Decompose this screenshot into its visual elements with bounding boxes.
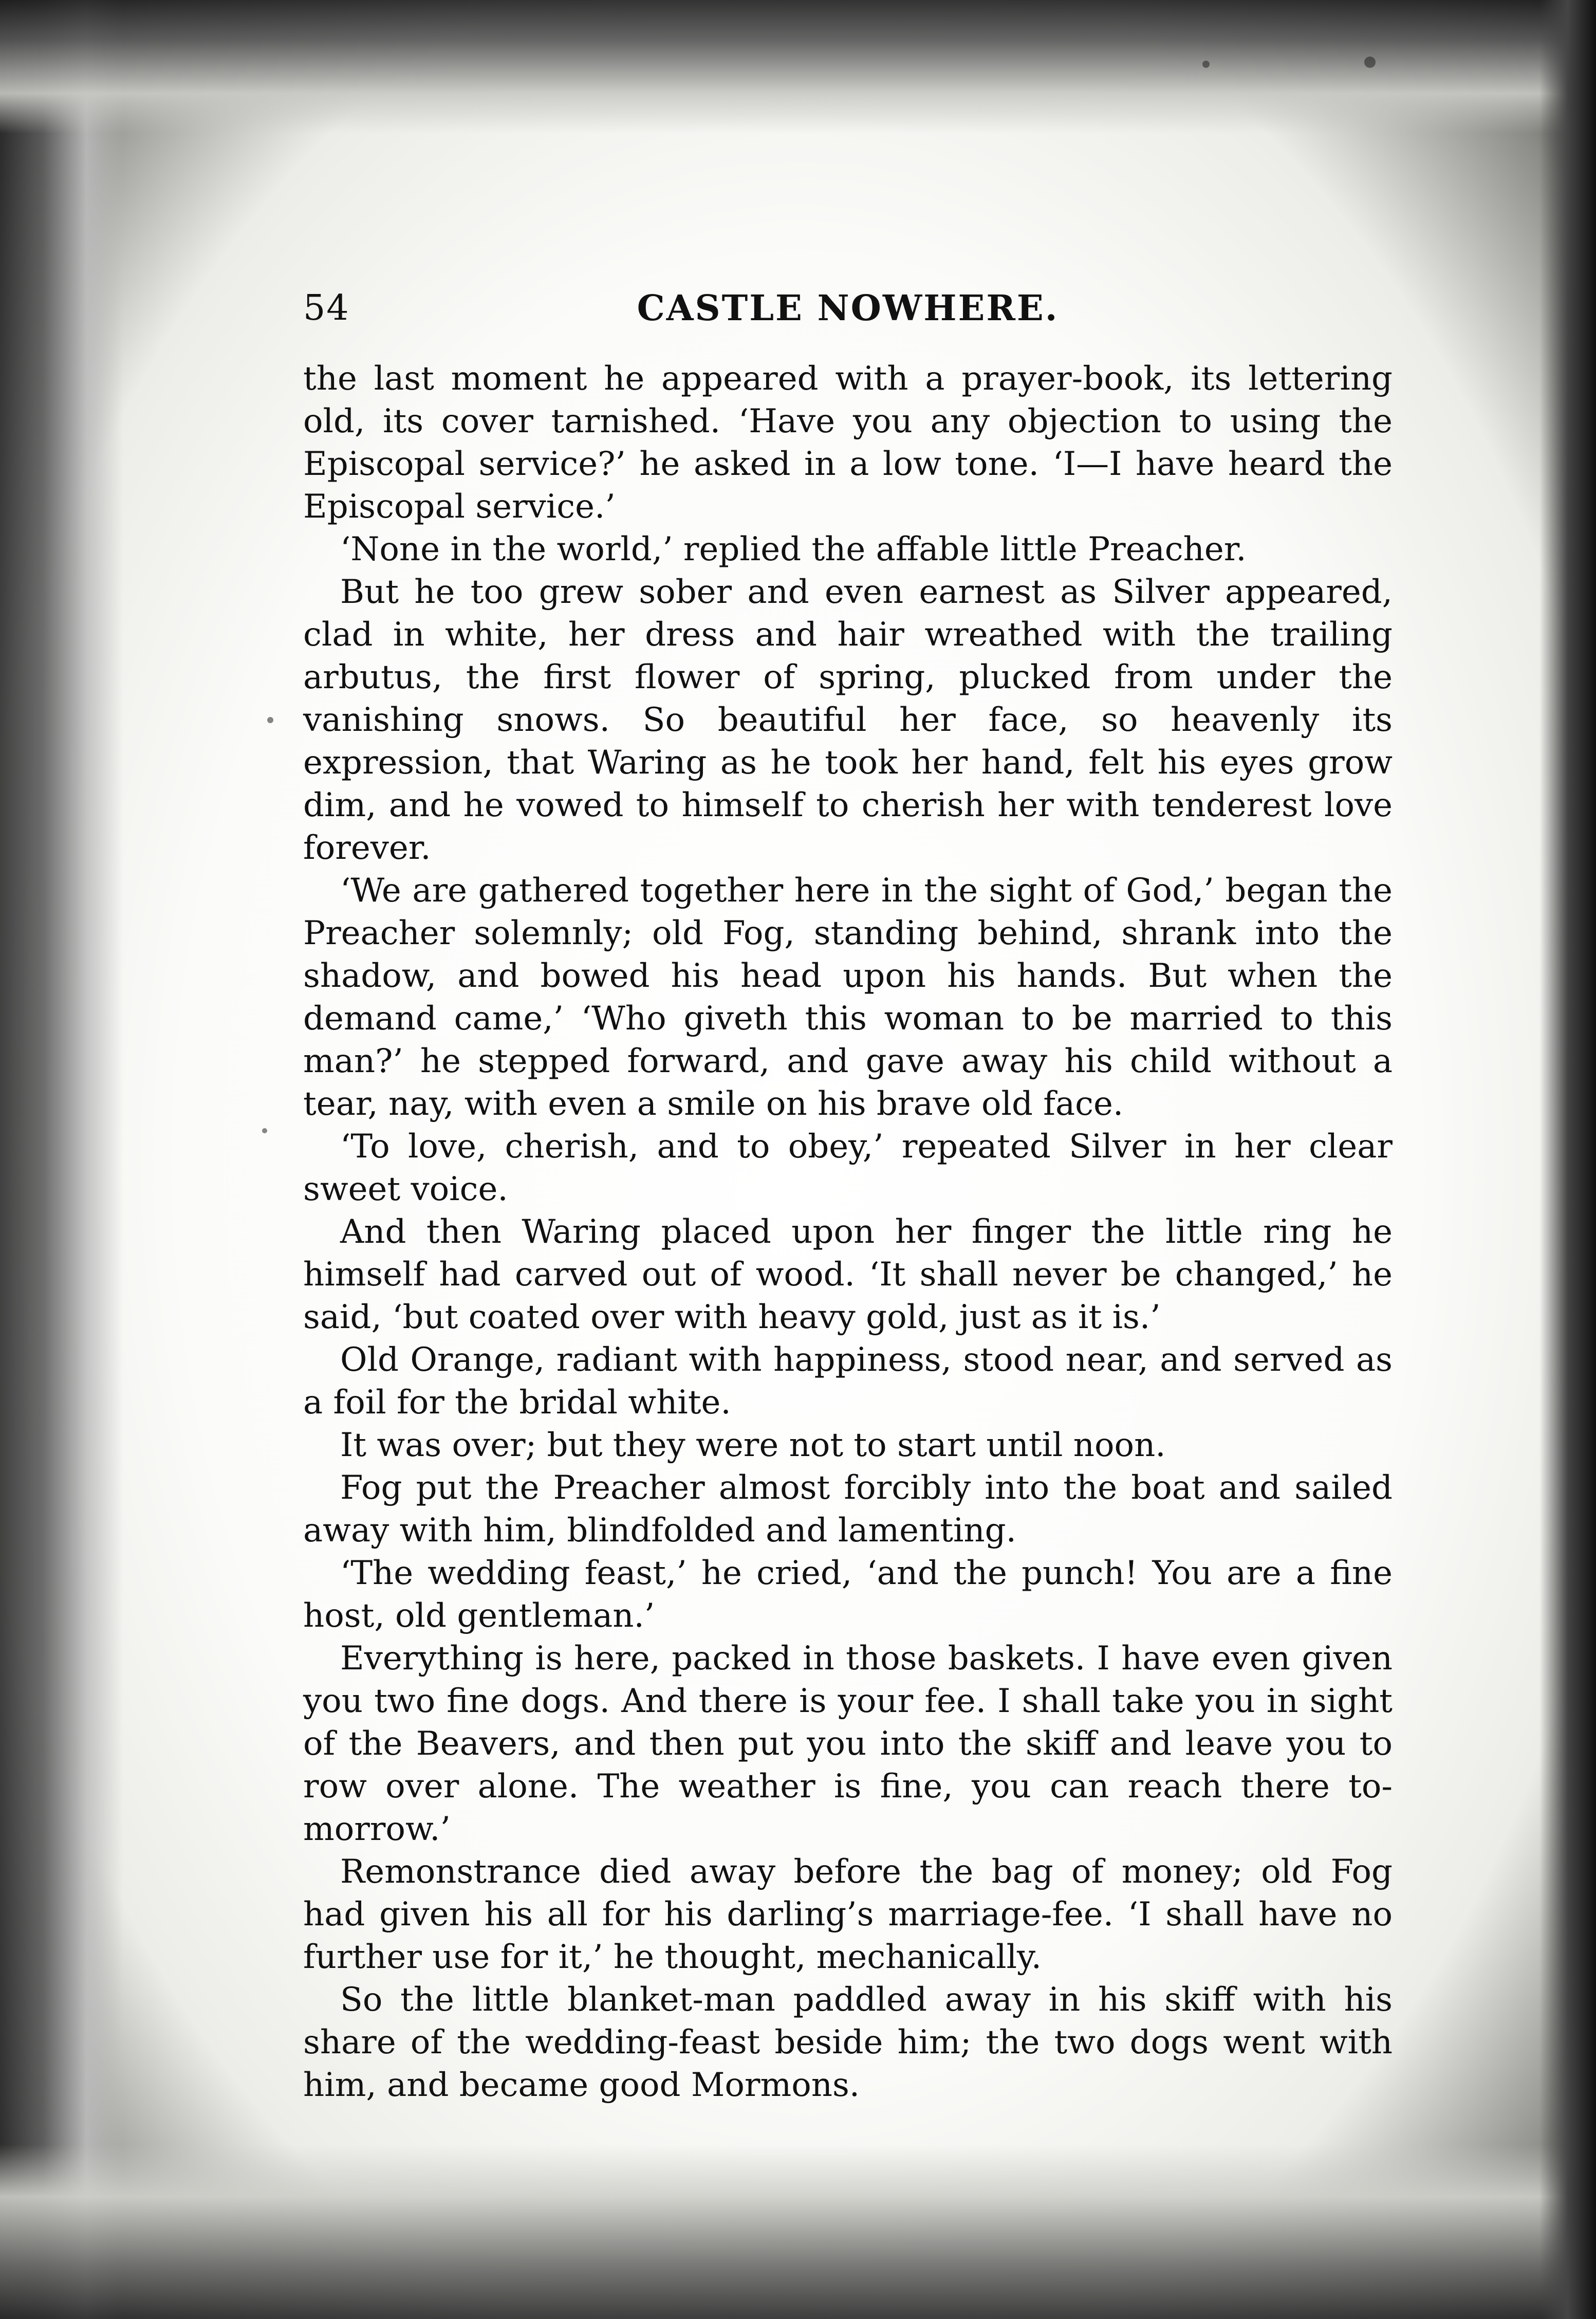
paragraph: And then Waring placed upon her finger the little ring he himself had carved out of wood. ‘It shall never be changed,’ he said, ‘but coated over with heavy gold, just as it is.’ (303, 1213, 1393, 1336)
paragraph: Remonstrance died away before the bag of money; old Fog had given his all for his darling’s marriage-fee. ‘I shall have no further use for it,’ he thought, mechanically. (303, 1853, 1393, 1976)
paragraph: Everything is here, packed in those baskets. I have even given you two fine dogs. And there is your fee. I shall take you in sight of the Beavers, and then put you into the skiff and leave you to row over alone. The weather is fine, you can reach there to-morrow.’ (303, 1640, 1393, 1848)
paragraph: Old Orange, radiant with happiness, stood near, and served as a foil for the bridal white. (303, 1341, 1393, 1422)
paragraph: So the little blanket-man paddled away in his skiff with his share of the wedding-feast beside him; the two dogs went with him, and became good Mormons. (303, 1981, 1393, 2104)
page-number: 54 (303, 288, 350, 328)
scan-bottom-edge-shadow (0, 2144, 1596, 2319)
paragraph: ‘None in the world,’ replied the affable little Preacher. (340, 530, 1247, 568)
scan-top-edge-shadow (0, 0, 1596, 134)
scan-speck (262, 1128, 267, 1133)
scan-left-edge-shadow (0, 0, 123, 2319)
paragraph: the last moment he appeared with a prayer-book, its lettering old, its cover tarnished. ‘Have you any objection to using the Episcopal service?’ he asked in a low tone. ‘I—I have heard the Episcopal service.’ (303, 360, 1393, 526)
scan-right-edge-shadow (1539, 0, 1596, 2319)
scan-speck (1364, 57, 1376, 68)
paragraph: It was over; but they were not to start until noon. (340, 1426, 1166, 1464)
scan-speck (1202, 61, 1210, 68)
paragraph: ‘To love, cherish, and to obey,’ repeated Silver in her clear sweet voice. (303, 1128, 1393, 1208)
body-text (303, 358, 1393, 2107)
page-title: CASTLE NOWHERE. (637, 288, 1059, 329)
paragraph: But he too grew sober and even earnest as Silver appeared, clad in white, her dress and hair wreathed with the trailing arbutus, the first flower of spring, plucked from under the vanishing snows. So beautiful her face, so heavenly its expression, that Waring as he took her hand, felt his eyes grow dim, and he vowed to himself to cherish her with tenderest love forever. (303, 573, 1393, 867)
running-head (303, 288, 1393, 337)
paragraph: ‘We are gathered together here in the sight of God,’ began the Preacher solemnly; old Fog, standing behind, shrank into the shadow, and bowed his head upon his hands. But when the demand came,’ ‘Who giveth this woman to be married to this man?’ he stepped forward, and gave away his child without a tear, nay, with even a smile on his brave old face. (303, 872, 1393, 1123)
paragraph: Fog put the Preacher almost forcibly into the boat and sailed away with him, blindfolded and lamenting. (303, 1469, 1393, 1550)
paragraph: ‘The wedding feast,’ he cried, ‘and the punch! You are a fine host, old gentleman.’ (303, 1554, 1393, 1635)
scan-speck (267, 717, 273, 723)
book-page (303, 288, 1393, 2107)
